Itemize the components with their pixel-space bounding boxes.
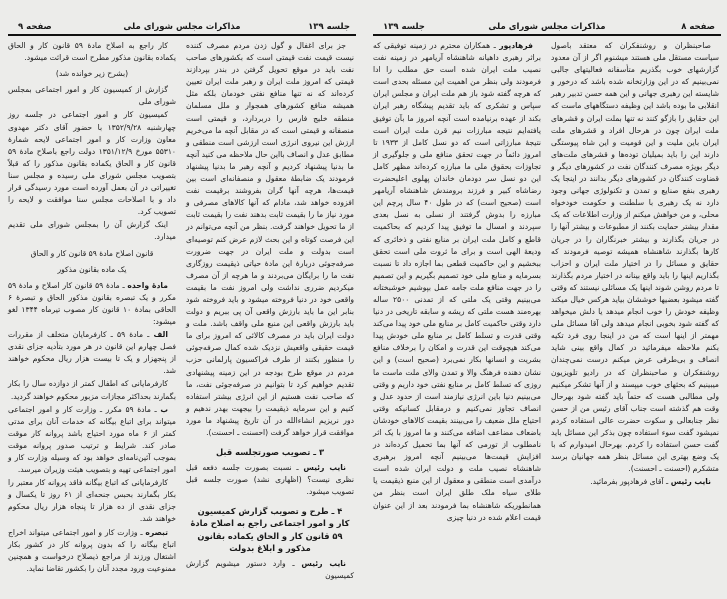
text-column-right bbox=[551, 40, 719, 489]
speaker-label: مادهٔ واحده bbox=[127, 280, 168, 290]
paragraph-text: ـ آقای فرهادپور بفرمائید. bbox=[590, 477, 671, 487]
page-header bbox=[8, 22, 356, 36]
paragraph bbox=[8, 109, 176, 218]
paragraph bbox=[8, 329, 176, 377]
paragraph-text: ۴ ـ طرح و تصویب گزارش کمیسیون کار و امور اجتماعی راجع به اصلاح مادهٔ ۵۹ قانون کار و الحاق یکماده بقانون مذکور و ابلاغ بدولت bbox=[190, 505, 350, 554]
paragraph-text: ـ نسبت بصورت جلسه دفعه قبل نظری نیست؟ (اظهاری نشد) صورت جلسه قبل تصویب میشود. bbox=[186, 462, 354, 496]
paragraph-text: ـ مادهٔ ۵۹ قانون کار اصلاح و مادهٔ ۵۹ مکرر و یک تبصره بقانون مذکور الحاق و تبصرهٔ ۶ الحاقی بمادهٔ ۱۰ قانون کار مصوب تیرماه ۱۳۴۴ لغو میشود: bbox=[8, 280, 176, 326]
speaker-label: نایب رئیس bbox=[301, 558, 346, 568]
page-number: صفحه ۹ bbox=[18, 22, 52, 32]
session-number: جلسه ۱۳۹ bbox=[383, 22, 425, 32]
paragraph bbox=[186, 462, 354, 498]
paragraph-text: ۳ ـ تصویب صورتجلسه قبل bbox=[215, 447, 325, 458]
publication-title: مذاکرات مجلس شورای ملی bbox=[488, 22, 606, 32]
paragraph bbox=[8, 378, 176, 402]
paragraph bbox=[8, 219, 176, 243]
page-header bbox=[373, 22, 721, 36]
speaker-label: نایب رئیس bbox=[303, 462, 346, 472]
page-8 bbox=[365, 0, 727, 599]
speaker-label: الف bbox=[153, 330, 168, 340]
speaker-label: نایب رئیس bbox=[670, 477, 711, 487]
page-9 bbox=[0, 0, 362, 599]
paragraph bbox=[551, 40, 719, 475]
paragraph-text: ـ همکاران محترم در زمینه توفیقی که براثر رهبری داهیانه شاهنشاه آریامهر در زمینه نفت نصیب ملت ایران شده است حق مطلب را ادا فرمودند ولی بنظر من اهمیت این مسئله بحدی است که هرچه گفته شود باز هم ملت ایران و مجلس ایران سپاس و تشکری که باید تقدیم پیشگاه رهبر ایران بکند از عهده برنیامده است آنچه امروز ما بآن توفیق یافته‌ایم نتیجه مبارزات نیم قرن ملت ایران است نتیجهٔ مبارزاتی است که دو نسل کامل از ۱۹۳۳ تا امروز دائماً در جهت تحقق منافع ملی و جلوگیری از تجاوزات بحقوق ملی ما مبارزه کرده‌اند مظهر کامل این دو نسل سر دودمان خاندان پهلوی اعلیحضرت رضاشاه کبیر و فرزند برومندش شاهنشاه آریامهر است (صحیح است) که در طول ۴۰ سال پرچم این مبارزه را بدوش گرفتند از نسلی به نسل بعدی سپردند و امسال ما توفیق پیدا کردیم که بحاکمیت قاطع و کامل ملت ایران بر منابع نفتی و ذخائری که ودیعهٔ الهی است و برای ما ثروت ملی است تحقق ببخشیم و این حاکمیت قطعی بما اجازه داد تا نسبت بسرمایه و منابع ملی خود تصمیم بگیریم و این تصمیم را در جهت منافع ملت جامه عمل بپوشیم خوشبختانه می‌بینیم وقتی یک ملتی که از تمدنی ۲۵۰۰ ساله بهره‌مند هست ملتی که ریشه و سابقه تاریخی در دنیا دارد وقتی حاکمیت کامل بر منابع ملی خود پیدا می‌کند وقتی قدرت و تسلط کامل بر منابع ملی خودش پیدا می‌کند هیچوقت این قدرت و امکان را برخلاف منافع بشریت و انسانها بکار نمی‌برد (صحیح است) و این نشان دهنده فرهنگ والا و تمدن والای ملت ماست ما روزی که تسلط کامل بر منابع نفتی خود داریم و وقتی می‌بینیم دنیا باین انرژی نیازمند است از حدود عدل و انصاف تجاوز نمی‌کنیم و درمقابل کسانیکه وقتی احتیاج ملل ضعیف را می‌بینند بقیمت کالاهای خودشان باضعاف مضاعف اضافه می‌کنند و ما امروز با یک اثر نامطلوب از تورمی که آنها بما تحمیل کرده‌اند در افزایش قیمت‌ها می‌بینیم آنچه امروز برهبری شاهنشاه نصیب ملت و دولت ایران شده است درآمدی است منطقی و معقول از این منبع ذیقیمت یا طلای سیاه ملک طلق ایران است بنظر من همانطوریکه شاهنشاه بما فرمودند بعد از این عنوان قیمت اعلام شده در دنیا چیزی bbox=[373, 41, 541, 522]
paragraph-text: صاحبنظران و روشنفکران که معتقد باصول سیاست مستقل ملی هستند میشنوم اگر از آن معدود گزارشهای خوب بگذریم متأسفانه فعالیتهای جالبی نمی‌بینیم که در این وزارتخانه شده باشد که درخور و شایسته این رهبری جهانی و این همه حسن تدبیر رهبر انقلابی ما بوده باشد این وظیفه دستگاههای ماست که این حقایق را بازگو کنند نه تنها بملت ایران و قشرهای ملت ایران چون در هرحال افراد و قشرهای ملت ایران باین ملیت و این قومیت و این شاه پیوستگی دارند این را باید بمیلیان توده‌ها و قشرهای ملت‌های دیگر بویژه مصرف کنندگان نفت در کشورهای دیگر و قضاوت کنندگان در کشورهای دیگر بدانند در اینجا یک رهبری بنفع صنایع و تمدن و تکنولوژی جهانی وجود دارد نه یک رهبری با سلطنت و حکومت خودخواه محلی، و من خواهش میکنم از وزارت اطلاعات که یک مقدار بیشتر حمایت بکنند از مطبوعات و بیشتر آنها را در جریان بگذارند و بیشتر خبرنگاران را در جریان کارها بگذارند شاهنشاه همیشه توصیه فرمودند که حقایق و مسائل را در اختیار ملت ایران و احزاب بگذاریم اینها را باید واقع بینانه در اختیار مردم بگذارند تا مردم روشن شوند اینها یک مسائلی نیستند که وقتی گفته میشود بعضیها خوششان بیاید هرکس خیال میکند وظیفه خودش را خوب انجام میدهد یا دلش میخواهد که گفته شود بخوبی انجام میدهد ولی آقا مسائل ملی مهمتر از اینها است که من در اینجا روی فرد تکیه بکنم ملاحظه میفرمائید در کمال واقع بینی شاید انصاف و بی‌طرفی عرض میکنم درست نمی‌چندان روشنفکران و صاحبنظران که در رادیو تلویزیون میبینیم که بحثهای خوب میپسند و از آنها تشکر میکنیم ولی مطالبی هست که حتماً باید گفته شود بهرحال وقت هم گذشته است جناب آقای رئیس من از حسن نظر جنابعالی و سکوت حضرت عالی استفاده کردم نمیشود گفت سوء استفاده چون بذکر این مسائل باید گفت حسن استفاده را کردم. بهرحال امیدوارم که با یک وضع بهتری این مسائل بنظر همه جهانیان برسد متشکرم (احسنت ـ احسنت). bbox=[551, 41, 719, 474]
paragraph bbox=[8, 68, 176, 80]
paragraph bbox=[551, 476, 719, 488]
paragraph bbox=[8, 280, 176, 328]
page-number: صفحه ۸ bbox=[681, 22, 715, 32]
paragraph bbox=[8, 84, 176, 108]
paragraph bbox=[373, 40, 541, 524]
speaker-label: ب bbox=[160, 404, 168, 414]
section-heading bbox=[190, 505, 350, 555]
paragraph bbox=[8, 40, 176, 64]
paragraph bbox=[8, 477, 176, 525]
publication-title: مذاکرات مجلس شورای ملی bbox=[123, 22, 241, 32]
paragraph bbox=[8, 248, 176, 260]
text-column-right bbox=[186, 40, 354, 583]
paragraph-text: اینک گزارش آن را بمجلس شورای ملی تقدیم میدارد. bbox=[8, 220, 176, 242]
paragraph-text: ـ مادهٔ ۵۹ مکرر ـ وزارت کار و امور اجتماعی میتواند برای اتباع بیگانه که خدمات آنان برای مدتی کمتر از ۶ ماه مورد احتیاج باشد پروانه کار موقت صادر کند. شرایط و ترتیب صدور پروانه موقت بموجب آئین‌نامه‌ای خواهد بود که وسیله وزارت کار و امور اجتماعی تهیه و بتصویب هیئت وزیران میرسد. bbox=[8, 404, 176, 475]
speaker-label: تبصره bbox=[145, 527, 168, 537]
text-column-left bbox=[8, 40, 176, 576]
speaker-label: فرهادپور bbox=[499, 41, 533, 50]
paragraph-text: جز برای اغفال و گول زدن مردم مصرف کننده نیست قیمت نفت قیمتی است که بکشورهای صاحب نفت باید در موقع تحویل گرفتن در بندر بپردازند قیمتی که امروز ملت ایران و رهبر ملت ایران تعیین کرده‌اند که نه تنها منافع نفتی خودمان بلکه مثل همیشه منافع کشورهای همجوار و ملل مسلمان منطقه خلیج فارس را دربردارد، و قیمتی است منصفانه و قیمتی است که در مقابل آنچه ما می‌خریم ارزش این نیروی انرژی است ارزشی است منطقی و مطابق عدل و انصاف بااین حال ملاحظه می کنید آنچه ما بدنیا پیشنهاد کردیم و آنچه رهبر ما بدنیا پیشنهاد فرمودند یک ضابطهٔ معقول و منصفانه‌ای است بین قیمت‌ها، هرچه آنها گران بفروشند برقیمت نفت افزوده خواهد شد، مادام که آنها کالاهای مصرفی و مورد نیاز ما را بقیمت ثابت بدهند نفت را بقیمت ثابت از ما تحویل خواهند گرفت. بنظر من آنچه می‌توانم در این فرصت کوتاه و این بحث لازم عرض کنم توصیه‌ای است بدولت و ملت ایران در جهت ضرورت صرفه‌جوئی دربارهٔ این مادهٔ حیاتی ذیقیمت روزگاری نفت ما را برایگان می‌بردند و ما هرچه از آن مصرف میکردیم ضرری نداشت ولی امروز نفت ما بقیمت واقعی خود در دنیا فروخته میشود و باید فروخته شود بنابر این ما باید بارزش واقعی آن پی ببریم و دولت باید بارزش واقعی این منبع ملی واقف باشد. ملت و دولت ایران باید در مصرف کالائی که امروز برای ما قیمت حقیقی واقعیش نزدیک شده کمال صرفه‌جوئی را منظور بکنند از طرف فراکسیون پارلمانی حزب مردم در موقع طرح بودجه در این زمینه پیشنهادی تقدیم خواهیم کرد تا بتوانیم در صرفه‌جوئی نفت، ما که صاحب نفت هستیم از این انرژی بیشتر استفاده کنیم و این سرمایه ذیقیمت را بیجهت بهدر ندهیم و دور نریزیم انشاءالله در آن تاریخ پیشنهاد ما مورد موافقت قرار خواهد گرفت (احسنت ـ احسنت). bbox=[186, 41, 354, 437]
paragraph bbox=[186, 558, 354, 582]
paragraph bbox=[186, 40, 354, 439]
session-number: جلسه ۱۳۹ bbox=[308, 22, 350, 32]
paragraph bbox=[8, 527, 176, 575]
paragraph-text: کارفرمایانی که اتباع بیگانه فاقد پروانه کار معتبر را بکار بگمارند بحبس جنحه‌ای از ۶۱ روز تا یکسال و جزای نقدی از ده هزار تا پنجاه هزار ریال محکوم خواهند شد. bbox=[8, 478, 176, 524]
paragraph bbox=[8, 264, 176, 276]
section-heading bbox=[190, 446, 350, 459]
paragraph-text: یک ماده بقانون مذکور bbox=[57, 264, 127, 274]
paragraph-text: کارفرمایانی که اطفال کمتر از دوازده سال را بکار بگمارند بحداکثر مجازات مزبور محکوم خواهند گردید. bbox=[8, 379, 176, 401]
text-column-left bbox=[373, 40, 541, 525]
paragraph-text: ـ وزارت کار و امور اجتماعی میتواند اخراج اتباع بیگانه را که بدون پروانه کار در کشور بکار اشتغال ورزند از مراجع ذیصلاح درخواست و همچنین ممنوعیت ورود مجدد آنان را بکشور تقاضا نماید. bbox=[8, 527, 176, 573]
paragraph bbox=[8, 404, 176, 477]
paragraph-text: ـ وارد دستور میشویم گزارش کمیسیون bbox=[186, 558, 354, 580]
paragraph-text: (بشرح زیر خوانده شد) bbox=[55, 69, 129, 79]
paragraph-text: کمیسیون کار و امور اجتماعی در جلسه روز چهارشنبه ۱۳۵۲/۹/۲۸ با حضور آقای دکتر مهدوی معاون وزارت کار و امور اجتماعی لایحه شمارهٔ ۵۵۳۱۰ مورخ ۱۳۵۱/۱۲/۹ دولت راجع باصلاح مادهٔ ۵۹ قانون کار و الحاق یکماده بقانون مذکور را که قبلاً بتصویب مجلس شورای ملی رسیده و مجلس سنا تغییراتی در آن بعمل آورده است مورد رسیدگی قرار داد و با اصلاحات مجلس سنا موافقت و لایحه را تصویب کرد. bbox=[8, 110, 177, 217]
paragraph-text: ـ مادهٔ ۵۹ ـ کارفرمایان متخلف از مقررات فصل چهارم این قانون در هر مورد بتأدیه جزای نقدی از پنجهزار و یک تا بیست هزار ریال محکوم خواهند شد. bbox=[8, 330, 176, 376]
paragraph-text: کار راجع به اصلاح مادهٔ ۵۹ قانون کار و الحاق یکماده بقانون مذکور مطرح است قرائت میشود. bbox=[8, 41, 176, 63]
paragraph-text: گزارش از کمیسیون کار و امور اجتماعی بمجلس شورای ملی bbox=[8, 85, 176, 107]
paragraph-text: قانون اصلاح مادهٔ ۵۹ قانون کار و الحاق bbox=[30, 248, 154, 258]
